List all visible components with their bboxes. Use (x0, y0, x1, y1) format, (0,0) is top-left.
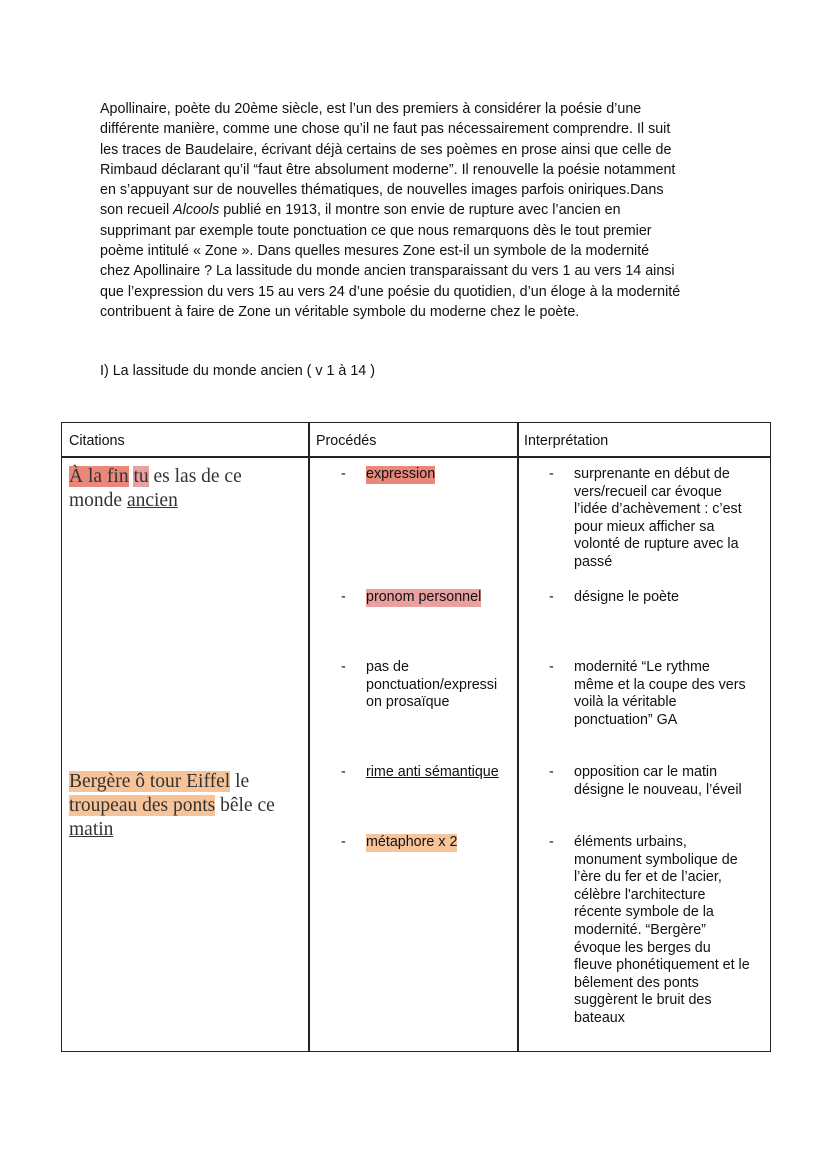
highlight: À la fin (69, 466, 129, 487)
procede-text: pronom personnel (366, 589, 482, 605)
bullet: - (341, 466, 346, 482)
header-procedes: Procédés (316, 433, 377, 449)
text-line: désigne le nouveau, l’éveil (574, 781, 742, 798)
text: son recueil (100, 202, 174, 219)
bullet: - (549, 589, 554, 605)
procede-text: métaphore x 2 (366, 834, 458, 850)
column-divider (308, 423, 310, 1051)
text-line: l’idée d’achèvement : c’est (574, 501, 742, 518)
text-line: pas de (366, 659, 409, 675)
introduction-paragraph (100, 99, 740, 322)
text-line: suggèrent le bruit des (574, 992, 712, 1009)
header-divider (62, 456, 770, 458)
text: publié en 1913, il montre son envie de rupture avec l’ancien en (219, 202, 621, 219)
text-line: surprenante en début de (574, 466, 730, 482)
text-line: les traces de Baudelaire, écrivant déjà certains de ses poèmes en prose ainsi que celle de (100, 141, 672, 158)
text-line: volonté de rupture avec la (574, 536, 739, 553)
text-line: monument symbolique de (574, 851, 738, 868)
text-line: célèbre l'architecture (574, 886, 706, 903)
analysis-table (61, 422, 771, 1052)
text: es las de ce (148, 466, 242, 487)
text-line: voilà la véritable (574, 694, 677, 711)
text-line: bateaux (574, 1009, 625, 1026)
text-line: supprimant par exemple toute ponctuation ce que nous remarquons dès le tout premier (100, 222, 652, 239)
highlight: tu (133, 466, 149, 487)
text-line: on prosaïque (366, 694, 450, 711)
book-title: Alcools (173, 202, 220, 219)
text-line: modernité “Le rythme (574, 659, 710, 675)
text-line: vers/recueil car évoque (574, 483, 722, 500)
bullet: - (341, 834, 346, 850)
column-divider (517, 423, 519, 1051)
underlined-word: ancien (126, 490, 178, 511)
bullet: - (549, 659, 554, 675)
interpretation-text (574, 466, 742, 572)
text-line: Rimbaud déclarant qu’il “faut être absolument moderne”. Il renouvelle la poésie notamment (100, 161, 676, 178)
bullet: - (341, 659, 346, 675)
highlight: Bergère ô tour Eiffel (69, 771, 231, 792)
bullet: - (549, 834, 554, 850)
procede-text: expression (366, 466, 436, 482)
text-line: bêlement des ponts (574, 974, 699, 991)
text-line (100, 200, 740, 220)
citation-1 (69, 465, 242, 513)
bullet: - (549, 764, 554, 780)
interpretation-text (574, 834, 750, 1028)
text-line: évoque les berges du (574, 939, 711, 956)
procede-text (366, 659, 497, 712)
text-line: ponctuation” GA (574, 711, 678, 728)
text-line: Apollinaire, poète du 20ème siècle, est l’un des premiers à considérer la poésie d’une (100, 101, 642, 117)
section-heading: I) La lassitude du monde ancien ( v 1 à 14 ) (100, 363, 375, 379)
text-line: même et la coupe des vers (574, 676, 746, 693)
procede-text: rime anti sémantique (366, 764, 499, 780)
highlight: troupeau des ponts (69, 795, 216, 816)
text: monde (69, 490, 127, 511)
text-line: l’ère du fer et de l’acier, (574, 869, 722, 886)
bullet: - (341, 764, 346, 780)
text-line: modernité. “Bergère” (574, 921, 706, 938)
interpretation-text (574, 764, 742, 799)
citation-2 (69, 770, 275, 842)
text-line: opposition car le matin (574, 764, 718, 780)
header-interpretation: Interprétation (524, 433, 609, 449)
text-line: pour mieux afficher sa (574, 518, 715, 535)
header-citations: Citations (69, 433, 125, 449)
text-line: passé (574, 553, 613, 570)
text-line: en s’appuyant sur de nouvelles thématiques, de nouvelles images parfois oniriques.Dans (100, 182, 664, 199)
text-line: récente symbole de la (574, 904, 714, 921)
text-line: contribuent à faire de Zone un véritable symbole du moderne chez le poète. (100, 303, 580, 320)
text: bêle ce (215, 795, 275, 816)
interpretation-text (574, 659, 746, 729)
underlined-word: matin (69, 819, 114, 840)
text-line: chez Apollinaire ? La lassitude du monde ancien transparaissant du vers 1 au vers 14 ainsi (100, 263, 675, 280)
bullet: - (341, 589, 346, 605)
text-line: que l’expression du vers 15 au vers 24 d’une poésie du quotidien, d’un éloge à la modernité (100, 283, 681, 300)
text: le (230, 771, 250, 792)
text-line: désigne le poète (574, 589, 679, 605)
text-line: ponctuation/expressi (366, 676, 498, 693)
bullet: - (549, 466, 554, 482)
text-line: éléments urbains, (574, 834, 687, 850)
text-line: poème intitulé « Zone ». Dans quelles mesures Zone est-il un symbole de la modernité (100, 243, 650, 260)
text-line: fleuve phonétiquement et le (574, 957, 750, 974)
interpretation-text (574, 589, 679, 607)
text-line: différente manière, comme une chose qu’il ne faut pas nécessairement comprendre. Il suit (100, 121, 671, 138)
